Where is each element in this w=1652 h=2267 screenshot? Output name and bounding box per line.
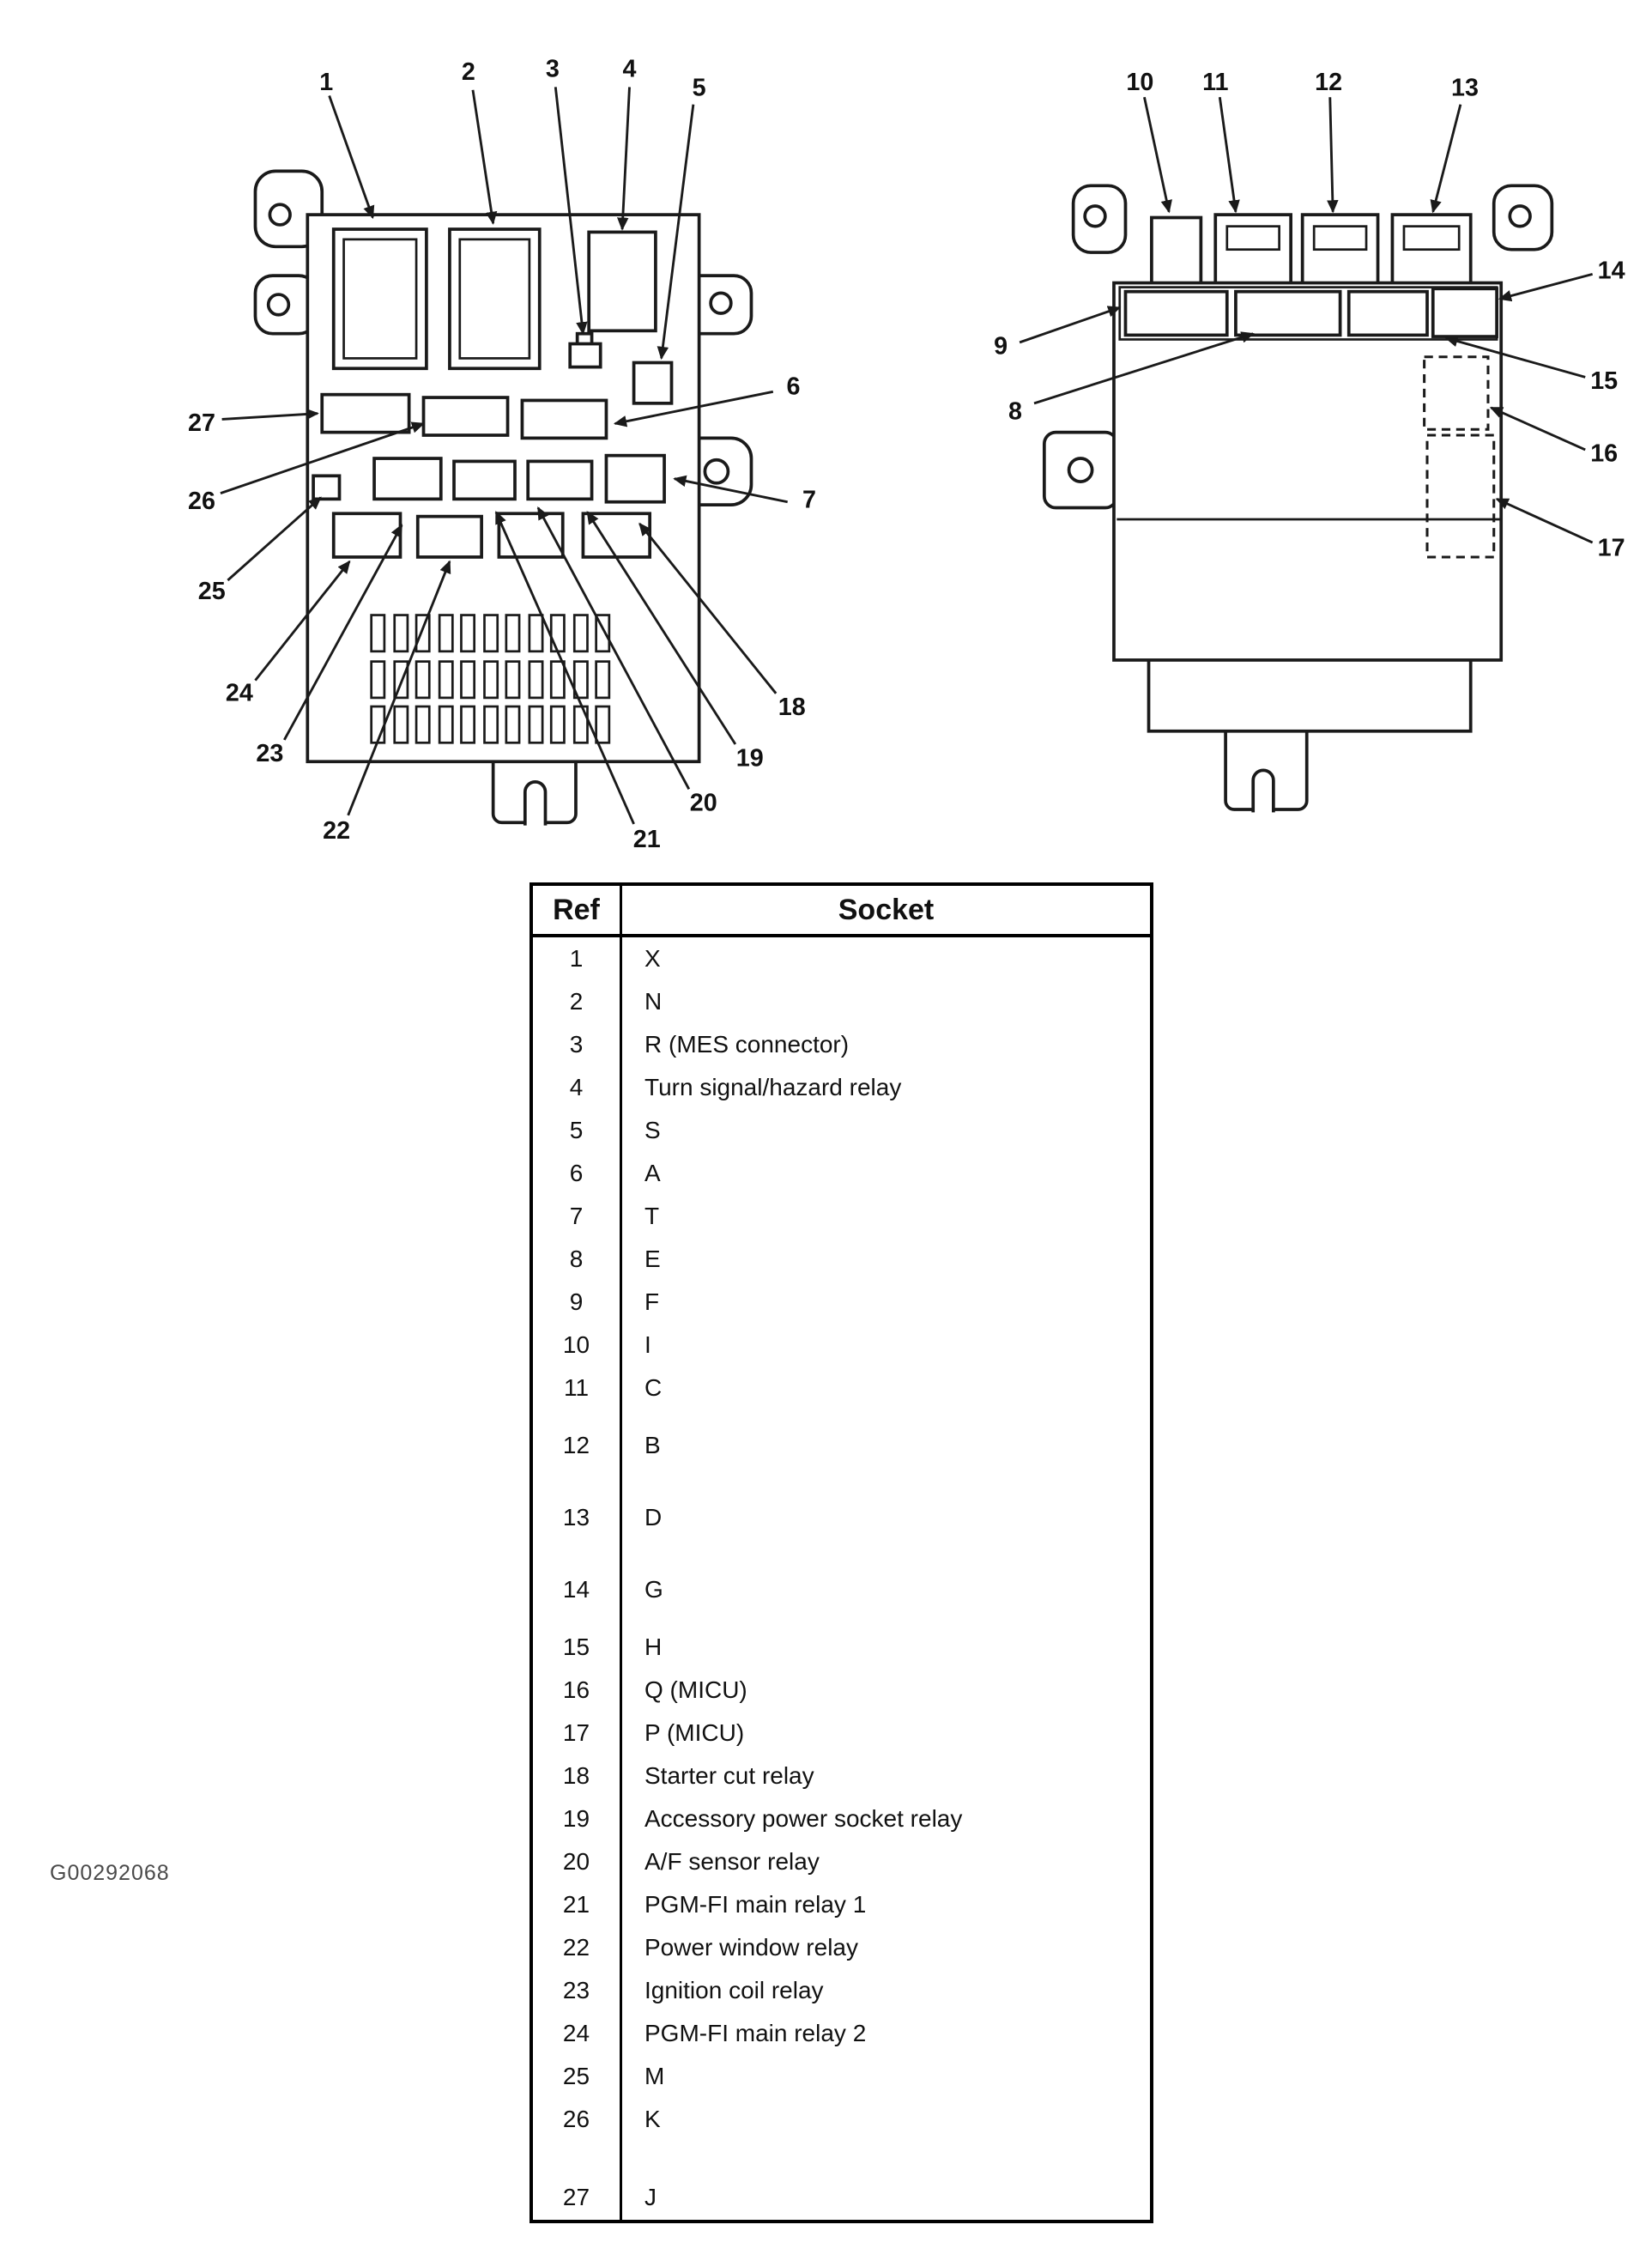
socket-cell: Turn signal/hazard relay xyxy=(644,1074,902,1100)
socket-cell: C xyxy=(644,1374,663,1401)
mounting-hole xyxy=(711,293,731,313)
callout-number: 14 xyxy=(1597,257,1625,285)
table-row xyxy=(533,1023,1150,1066)
callout-number: 6 xyxy=(786,373,801,401)
ref-cell: 16 xyxy=(533,1669,622,1712)
callout-number: 21 xyxy=(632,825,661,853)
ref-cell: 10 xyxy=(533,1324,622,1367)
relay-socket xyxy=(528,461,591,499)
ref-cell: 27 xyxy=(533,2141,622,2220)
callout-number: 10 xyxy=(1126,68,1154,96)
table-row xyxy=(533,1797,1150,1840)
ref-cell: 26 xyxy=(533,2098,622,2141)
ref-cell: 14 xyxy=(533,1554,622,1626)
ref-cell: 7 xyxy=(533,1195,622,1238)
ref-cell: 13 xyxy=(533,1482,622,1554)
relay-socket xyxy=(418,517,481,557)
socket-cell: T xyxy=(644,1203,660,1229)
socket-j xyxy=(322,395,408,433)
table-row xyxy=(533,937,1150,980)
callout-arrow-13 xyxy=(1433,105,1461,212)
ref-cell: 23 xyxy=(533,1969,622,2012)
connector-e xyxy=(1236,292,1340,336)
callout-number: 17 xyxy=(1597,534,1625,562)
table-header-socket: Socket xyxy=(838,893,935,926)
table-row xyxy=(533,2012,1150,2055)
ref-cell: 11 xyxy=(533,1367,622,1409)
relay-socket xyxy=(334,513,401,557)
socket-cell: X xyxy=(644,945,661,972)
callout-number: 22 xyxy=(323,816,351,845)
socket-a xyxy=(522,400,606,438)
socket-reference-table xyxy=(529,882,1153,2223)
socket-cell: M xyxy=(644,2063,665,2089)
callout-number: 18 xyxy=(778,694,806,722)
table-row xyxy=(533,1367,1150,1409)
table-row xyxy=(533,1926,1150,1969)
callout-arrow-4 xyxy=(622,87,629,229)
socket-cell: E xyxy=(644,1246,661,1272)
connector-g xyxy=(1433,288,1497,336)
table-row xyxy=(533,1712,1150,1755)
table-header-row xyxy=(533,886,1150,937)
callout-arrow-27 xyxy=(222,414,318,420)
table-row xyxy=(533,980,1150,1023)
table-row xyxy=(533,1482,1150,1554)
ref-cell: 20 xyxy=(533,1840,622,1883)
table-header-ref: Ref xyxy=(533,886,622,934)
mounting-hole xyxy=(1069,458,1092,482)
socket-x xyxy=(334,229,427,368)
socket-cell: PGM-FI main relay 2 xyxy=(644,2020,867,2046)
ref-cell: 5 xyxy=(533,1109,622,1152)
callout-arrow-17 xyxy=(1497,499,1593,543)
callout-number: 16 xyxy=(1590,439,1619,468)
tab-slot xyxy=(525,782,546,826)
socket-cell: I xyxy=(644,1331,651,1358)
ref-cell: 1 xyxy=(533,937,622,980)
mounting-hole xyxy=(269,204,290,225)
table-row xyxy=(533,2141,1150,2220)
table-row xyxy=(533,1969,1150,2012)
table-row xyxy=(533,1152,1150,1195)
table-row xyxy=(533,1840,1150,1883)
table-row xyxy=(533,1755,1150,1797)
callout-number: 27 xyxy=(187,409,215,437)
socket-cell: Ignition coil relay xyxy=(644,1977,824,2003)
table-row xyxy=(533,1883,1150,1926)
socket-cell: F xyxy=(644,1288,660,1315)
socket-n xyxy=(450,229,540,368)
socket-cell: G xyxy=(644,1576,663,1603)
ref-cell: 25 xyxy=(533,2055,622,2098)
socket-cell: P (MICU) xyxy=(644,1719,745,1746)
callout-number: 8 xyxy=(1008,397,1023,426)
socket-cell: Power window relay xyxy=(644,1934,858,1961)
mounting-hole xyxy=(1085,206,1105,227)
table-row xyxy=(533,1554,1150,1626)
mounting-hole xyxy=(1510,206,1530,227)
callout-arrow-10 xyxy=(1144,97,1169,212)
socket-cell: H xyxy=(644,1634,663,1660)
table-row xyxy=(533,1626,1150,1669)
table-row xyxy=(533,1109,1150,1152)
callout-number: 5 xyxy=(692,74,706,102)
socket-cell: K xyxy=(644,2106,661,2132)
fuse-box-front-view xyxy=(188,56,816,853)
table-row xyxy=(533,1195,1150,1238)
table-row xyxy=(533,1281,1150,1324)
ref-cell: 21 xyxy=(533,1883,622,1926)
callout-number: 23 xyxy=(256,740,284,768)
callout-number: 7 xyxy=(802,486,817,514)
callout-number: 13 xyxy=(1450,74,1479,102)
socket-cell: D xyxy=(644,1504,663,1531)
ref-cell: 8 xyxy=(533,1238,622,1281)
socket-s xyxy=(634,363,672,403)
callout-number: 9 xyxy=(994,332,1008,361)
connector-mid xyxy=(1349,292,1427,336)
table-row xyxy=(533,1669,1150,1712)
socket-cell: B xyxy=(644,1432,661,1458)
callout-number: 4 xyxy=(622,55,637,83)
ref-cell: 18 xyxy=(533,1755,622,1797)
socket-cell: Q (MICU) xyxy=(644,1676,747,1703)
ref-cell: 4 xyxy=(533,1066,622,1109)
socket-cell: S xyxy=(644,1117,661,1143)
ref-cell: 12 xyxy=(533,1409,622,1482)
socket-cell: R (MES connector) xyxy=(644,1031,850,1058)
callout-number: 19 xyxy=(735,744,764,773)
relay-socket xyxy=(454,461,515,499)
table-row xyxy=(533,1238,1150,1281)
lower-housing xyxy=(1149,656,1471,731)
mes-connector xyxy=(570,344,600,367)
ref-cell: 9 xyxy=(533,1281,622,1324)
callout-number: 24 xyxy=(225,679,253,707)
callout-number: 25 xyxy=(197,577,226,605)
ref-cell: 2 xyxy=(533,980,622,1023)
table-row xyxy=(533,1409,1150,1482)
socket-t xyxy=(606,456,664,502)
callout-number: 12 xyxy=(1315,68,1343,96)
callout-arrow-1 xyxy=(330,96,373,218)
callout-arrow-9 xyxy=(1020,307,1120,342)
ref-cell: 15 xyxy=(533,1626,622,1669)
callout-arrow-2 xyxy=(473,90,493,223)
table-body xyxy=(533,937,1150,2220)
callout-arrow-14 xyxy=(1500,274,1593,299)
callout-number: 26 xyxy=(187,488,215,516)
mounting-hole xyxy=(705,460,728,483)
table-row xyxy=(533,1066,1150,1109)
fuse-box-rear-view xyxy=(994,69,1625,813)
mounting-hole xyxy=(269,294,289,315)
ref-cell: 22 xyxy=(533,1926,622,1969)
tab-slot xyxy=(1253,770,1274,812)
callout-number: 3 xyxy=(545,55,560,83)
callout-arrow-16 xyxy=(1491,408,1585,450)
ref-cell: 6 xyxy=(533,1152,622,1195)
socket-cell: J xyxy=(644,2184,657,2210)
socket-cell: A xyxy=(644,1160,661,1186)
ref-cell: 17 xyxy=(533,1712,622,1755)
callout-number: 1 xyxy=(319,68,334,96)
ref-cell: 24 xyxy=(533,2012,622,2055)
turn-signal-hazard-relay xyxy=(589,232,656,330)
callout-number: 2 xyxy=(461,58,475,86)
connector-i xyxy=(1152,218,1201,288)
socket-cell: A/F sensor relay xyxy=(644,1848,820,1875)
table-row xyxy=(533,2055,1150,2098)
table-row xyxy=(533,1324,1150,1367)
callout-number: 11 xyxy=(1202,68,1229,96)
relay-socket xyxy=(374,458,441,499)
socket-cell: N xyxy=(644,988,663,1015)
socket-cell: Starter cut relay xyxy=(644,1762,814,1789)
socket-cell: PGM-FI main relay 1 xyxy=(644,1891,867,1918)
fuse-box-diagrams xyxy=(0,0,1652,870)
socket-m xyxy=(313,476,339,499)
callout-number: 15 xyxy=(1590,367,1619,395)
callout-number: 20 xyxy=(689,789,717,817)
connector-f xyxy=(1125,292,1226,336)
socket-cell: Accessory power socket relay xyxy=(644,1805,963,1832)
figure-id: G00292068 xyxy=(50,1861,170,1885)
table-row xyxy=(533,2098,1150,2141)
socket-k xyxy=(424,397,508,435)
callout-arrow-12 xyxy=(1330,97,1333,212)
ref-cell: 19 xyxy=(533,1797,622,1840)
callout-arrow-11 xyxy=(1219,97,1236,212)
ref-cell: 3 xyxy=(533,1023,622,1066)
